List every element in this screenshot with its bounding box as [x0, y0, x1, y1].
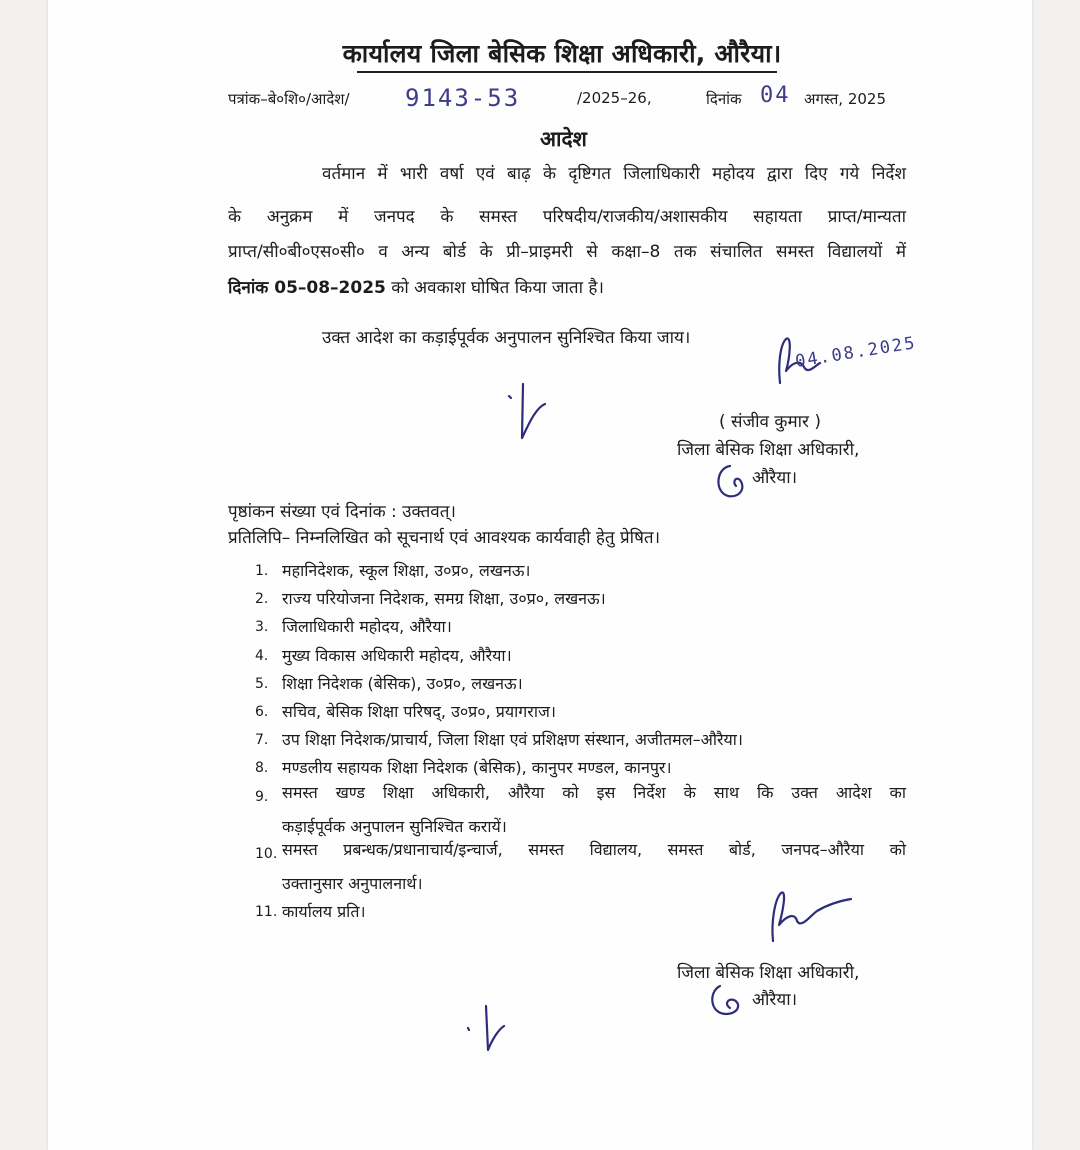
- holiday-text: को अवकाश घोषित किया जाता है।: [385, 278, 604, 298]
- date-day-handwritten: 04: [760, 83, 791, 108]
- title-underline: [357, 71, 777, 73]
- stamp-circle-mark-2: [706, 982, 750, 1022]
- list-number: 2.: [255, 591, 269, 607]
- list-item: कार्यालय प्रति।: [282, 902, 366, 921]
- list-item: मुख्य विकास अधिकारी महोदय, औरैया।: [282, 646, 512, 665]
- list-number: 1.: [255, 563, 269, 579]
- initial-mark: [505, 378, 555, 448]
- order-line-1: वर्तमान में भारी वर्षा एवं बाढ़ के दृष्टिगत जिलाधिकारी महोदय द्वारा दिए गये निर्देश: [322, 164, 906, 184]
- holiday-date: दिनांक 05–08–2025: [228, 278, 386, 298]
- list-item: राज्य परियोजना निदेशक, समग्र शिक्षा, उ०प्र०, लखनऊ।: [282, 589, 606, 608]
- list-number: 4.: [255, 648, 269, 664]
- order-line-2: के अनुक्रम में जनपद के समस्त परिषदीय/राजकीय/अशासकीय सहायता प्राप्त/मान्यता: [228, 207, 906, 227]
- compliance-line: उक्त आदेश का कड़ाईपूर्वक अनुपालन सुनिश्चित किया जाय।: [322, 328, 691, 348]
- order-heading: आदेश: [540, 127, 587, 151]
- list-number: 5.: [255, 676, 269, 692]
- list-number: 6.: [255, 704, 269, 720]
- date-month-year: अगस्त, 2025: [804, 90, 887, 108]
- order-line-3: प्राप्त/सी०बी०एस०सी० व अन्य बोर्ड के प्री–प्राइमरी से कक्षा–8 तक संचालित समस्त विद्यालयों में: [228, 242, 906, 262]
- list-item-continuation: उक्तानुसार अनुपालनार्थ।: [282, 874, 423, 893]
- list-item: समस्त खण्ड शिक्षा अधिकारी, औरैया को इस निर्देश के साथ कि उक्त आदेश का: [282, 783, 906, 802]
- ref-prefix: पत्रांक–बे०शि०/आदेश/: [228, 90, 350, 108]
- list-number: 9.: [255, 789, 269, 805]
- signature-mark-2: [765, 885, 865, 950]
- list-number: 10.: [255, 846, 278, 862]
- list-item: महानिदेशक, स्कूल शिक्षा, उ०प्र०, लखनऊ।: [282, 561, 531, 580]
- list-item: सचिव, बेसिक शिक्षा परिषद्, उ०प्र०, प्रयागराज।: [282, 702, 556, 721]
- list-item: जिलाधिकारी महोदय, औरैया।: [282, 617, 452, 636]
- list-item: मण्डलीय सहायक शिक्षा निदेशक (बेसिक), कानुपर मण्डल, कानपुर।: [282, 758, 672, 777]
- list-number: 7.: [255, 732, 269, 748]
- ref-year: /2025–26,: [577, 89, 652, 107]
- initial-mark-2: [460, 1000, 520, 1060]
- order-line-4: [228, 278, 906, 298]
- endorsement-heading: पृष्ठांकन संख्या एवं दिनांक : उक्तवत्।: [228, 502, 456, 522]
- signatory-designation-2: जिला बेसिक शिक्षा अधिकारी,: [677, 963, 860, 983]
- signatory-name: ( संजीव कुमार ): [719, 412, 822, 432]
- copy-line: प्रतिलिपि– निम्नलिखित को सूचनार्थ एवं आवश्यक कार्यवाही हेतु प्रेषित।: [228, 528, 661, 548]
- list-item: उप शिक्षा निदेशक/प्राचार्य, जिला शिक्षा एवं प्रशिक्षण संस्थान, अजीतमल–औरैया।: [282, 730, 743, 749]
- list-item: समस्त प्रबन्धक/प्रधानाचार्य/इन्चार्ज, समस्त विद्यालय, समस्त बोर्ड, जनपद–औरैया को: [282, 840, 906, 859]
- list-item-continuation: कड़ाईपूर्वक अनुपालन सुनिश्चित करायें।: [282, 817, 507, 836]
- signatory-place: औरैया।: [752, 468, 798, 488]
- ref-number-handwritten: 9143-53: [405, 84, 521, 112]
- signatory-designation: जिला बेसिक शिक्षा अधिकारी,: [677, 440, 860, 460]
- list-number: 8.: [255, 760, 269, 776]
- office-title: कार्यालय जिला बेसिक शिक्षा अधिकारी, औरैया।: [342, 39, 782, 68]
- stamp-circle-mark: [712, 462, 752, 502]
- list-number: 3.: [255, 619, 269, 635]
- list-number: 11.: [255, 904, 278, 920]
- signature-date-handwritten: 04.08.2025: [793, 333, 918, 372]
- list-item: शिक्षा निदेशक (बेसिक), उ०प्र०, लखनऊ।: [282, 674, 523, 693]
- date-label: दिनांक: [706, 90, 742, 108]
- signatory-place-2: औरैया।: [752, 990, 798, 1010]
